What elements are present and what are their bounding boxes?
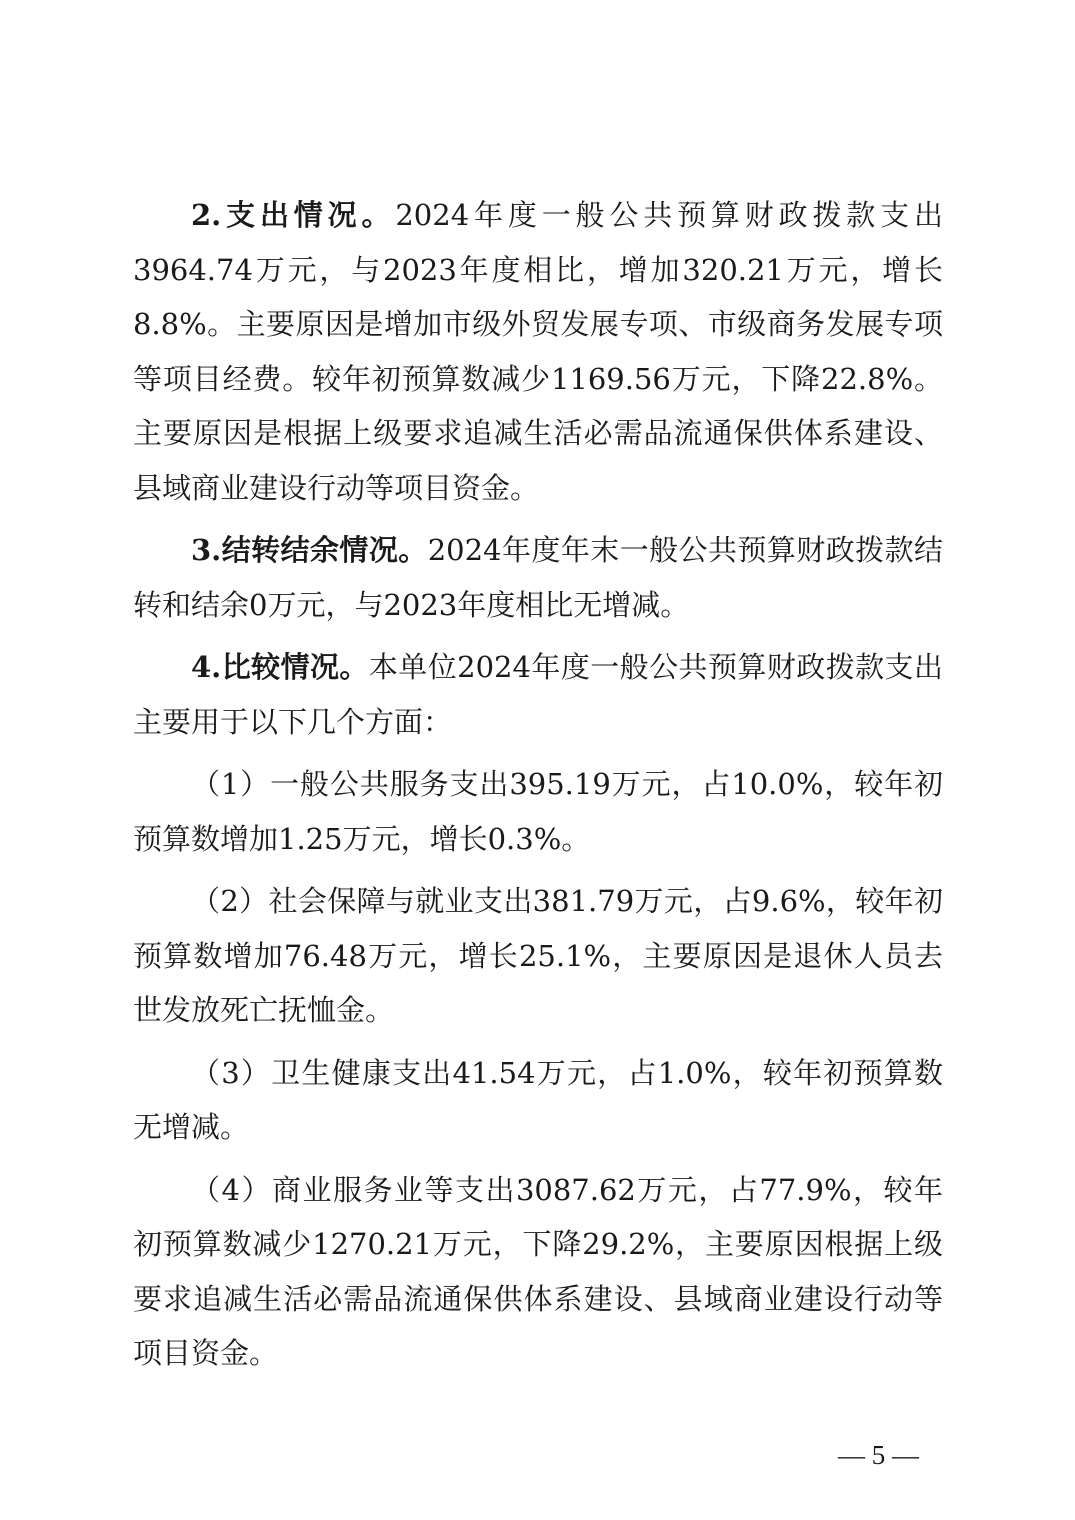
document-page [133,188,943,1381]
paragraph-text: 2024年度年末一般公共预算财政拨款结转和结余0万元，与2023年度相比无增减。 [133,533,943,622]
list-item-text: （4）商业服务业等支出3087.62万元，占77.9%，较年初预算数减少1270.21万元，下降29.2%，主要原因根据上级要求追减生活必需品流通保供体系建设、县域商业建设行动等项目资金。 [133,1172,943,1370]
paragraph-expenditure [133,188,943,515]
paragraph-carryover [133,523,943,632]
section-heading: 2.支出情况。 [191,198,396,232]
list-item-social-security [133,874,943,1038]
paragraph-text: 本单位2024年度一般公共预算财政拨款支出主要用于以下几个方面： [133,650,943,739]
section-heading: 4.比较情况。 [191,650,369,684]
list-item-commerce [133,1163,943,1381]
list-item-general-services [133,757,943,866]
list-item-text: （3）卫生健康支出41.54万元，占1.0%，较年初预算数无增减。 [133,1055,943,1144]
list-item-text: （1）一般公共服务支出395.19万元，占10.0%，较年初预算数增加1.25万元，增长0.3%。 [133,767,943,856]
list-item-text: （2）社会保障与就业支出381.79万元，占9.6%，较年初预算数增加76.48万元，增长25.1%，主要原因是退休人员去世发放死亡抚恤金。 [133,884,943,1027]
paragraph-text: 2024年度一般公共预算财政拨款支出3964.74万元，与2023年度相比，增加320.21万元，增长8.8%。主要原因是增加市级外贸发展专项、市级商务发展专项等项目经费。较年初预算数减少1169.56万元，下降22.8%。主要原因是根据上级要求追减生活必需品流通保供体系建设、县域商业建设行动等项目资金。 [133,198,943,505]
list-item-health [133,1046,943,1155]
paragraph-comparison [133,640,943,749]
section-heading: 3.结转结余情况。 [191,533,428,567]
page-number: — 5 — [838,1440,919,1470]
